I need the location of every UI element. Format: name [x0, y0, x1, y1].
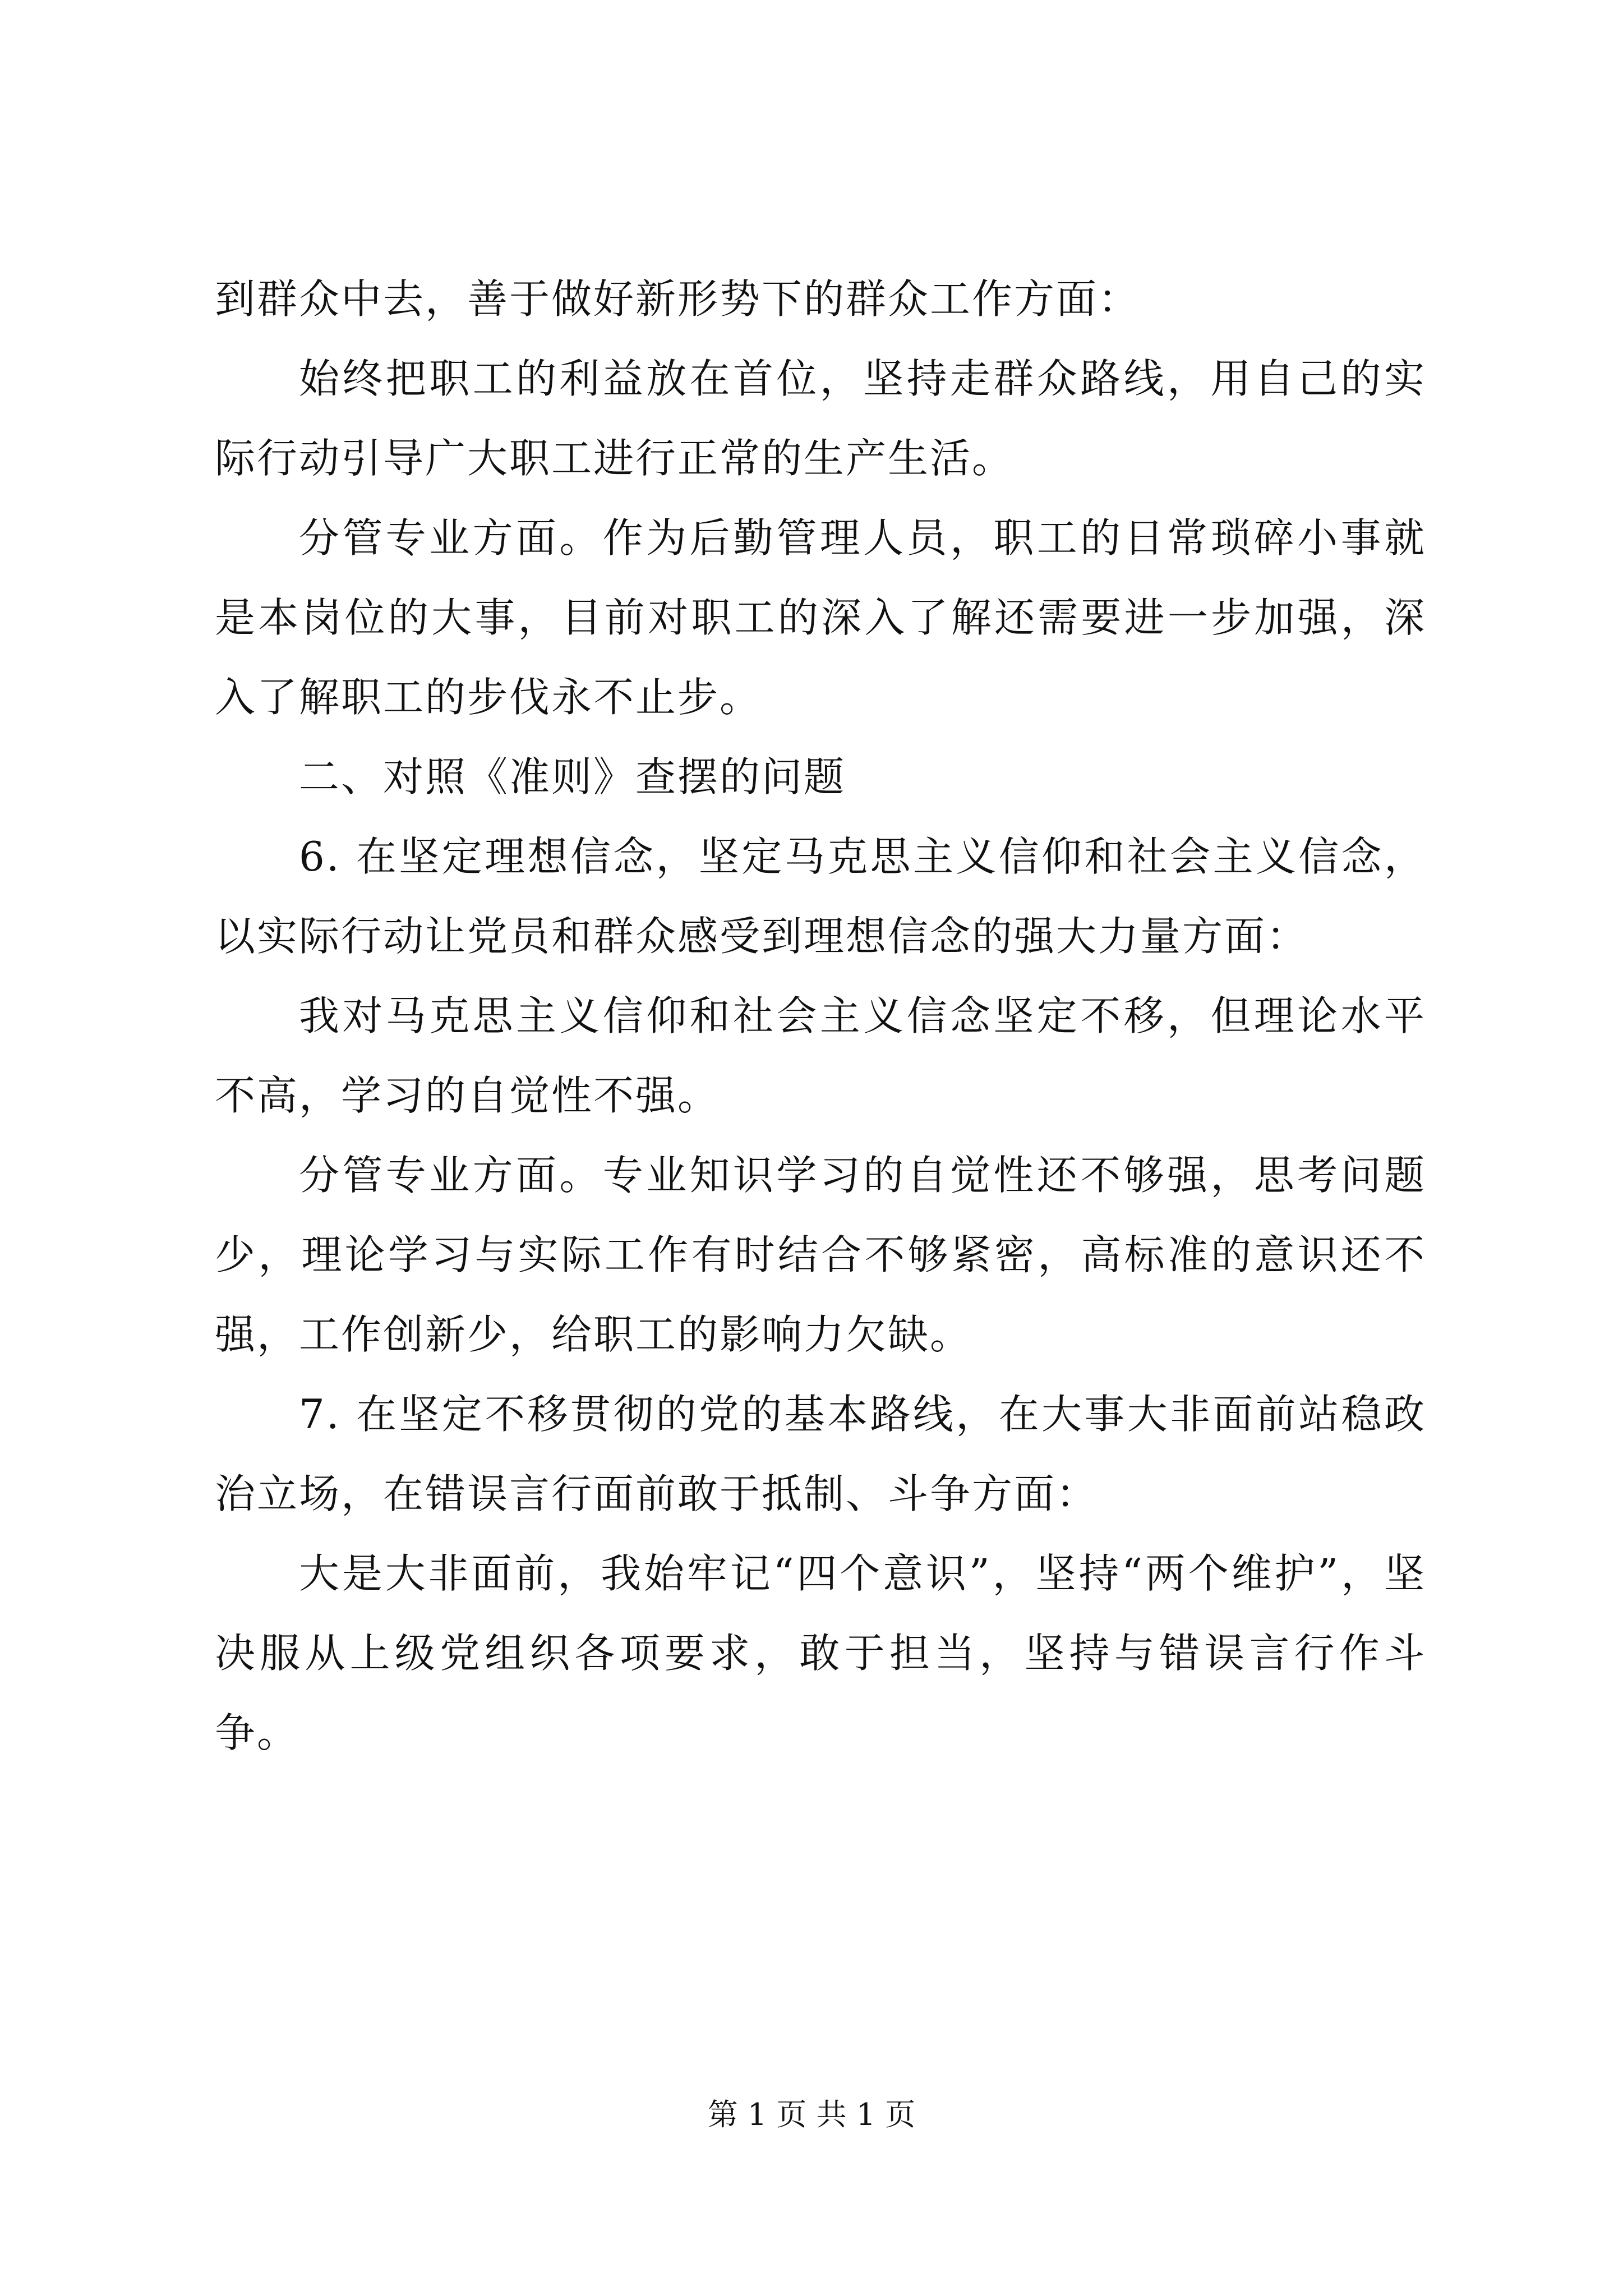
page-number-footer: 第 1 页 共 1 页	[707, 2097, 916, 2132]
document-body	[215, 259, 1426, 1773]
paragraph: 7. 在坚定不移贯彻的党的基本路线，在大事大非面前站稳政治立场，在错误言行面前敢于抵制、斗争方面：	[215, 1391, 1426, 1517]
section-heading: 二、对照《准则》查摆的问题	[299, 753, 846, 800]
paragraph: 大是大非面前，我始牢记“四个意识”，坚持“两个维护”，坚决服从上级党组织各项要求，敢于担当，坚持与错误言行作斗争。	[215, 1550, 1426, 1756]
paragraph: 我对马克思主义信仰和社会主义信念坚定不移，但理论水平不高，学习的自觉性不强。	[215, 992, 1426, 1119]
paragraph-continuation: 到群众中去，善于做好新形势下的群众工作方面：	[215, 275, 1141, 323]
paragraph: 始终把职工的利益放在首位，坚持走群众路线，用自己的实际行动引导广大职工进行正常的生产生活。	[215, 355, 1426, 482]
paragraph: 分管专业方面。作为后勤管理人员，职工的日常琐碎小事就是本岗位的大事，目前对职工的深入了解还需要进一步加强，深入了解职工的步伐永不止步。	[215, 514, 1426, 721]
paragraph: 6. 在坚定理想信念，坚定马克思主义信仰和社会主义信念，以实际行动让党员和群众感受到理想信念的强大力量方面：	[215, 833, 1426, 960]
paragraph: 分管专业方面。专业知识学习的自觉性还不够强，思考问题少，理论学习与实际工作有时结合不够紧密，高标准的意识还不强，工作创新少，给职工的影响力欠缺。	[215, 1152, 1426, 1358]
